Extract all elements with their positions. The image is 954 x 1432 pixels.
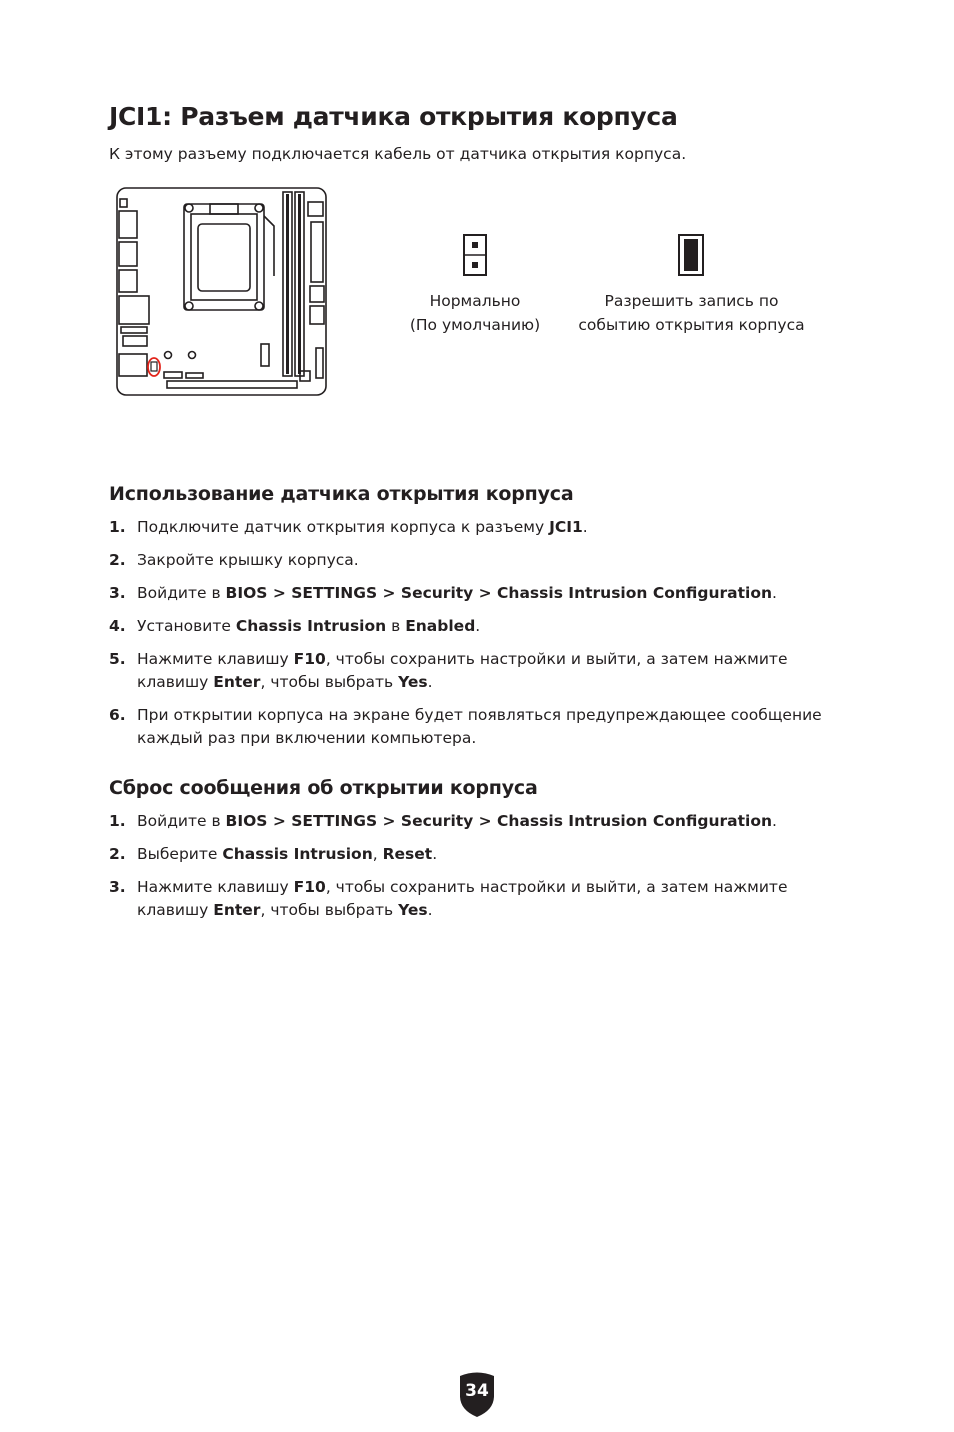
step-number: 2. — [109, 845, 126, 863]
step-text: Enabled — [405, 617, 476, 635]
step-number: 3. — [109, 584, 126, 602]
step-text: Enter — [213, 901, 261, 919]
list-item — [109, 582, 849, 605]
list-item — [109, 615, 849, 638]
step-text: . — [772, 584, 777, 602]
step-number: 5. — [109, 650, 126, 668]
motherboard-diagram — [114, 186, 330, 398]
step-text: . — [772, 812, 777, 830]
list-item — [109, 648, 849, 694]
list-item — [109, 549, 849, 572]
list-item — [109, 843, 849, 866]
step-text: . — [432, 845, 438, 863]
step-number: 6. — [109, 706, 126, 724]
step-text: Chassis Intrusion — [235, 617, 387, 635]
step-text: JCI1 — [549, 518, 583, 536]
step-text: Yes — [398, 901, 428, 919]
list-item — [109, 876, 849, 922]
list-item — [109, 810, 849, 833]
usage-steps-list — [109, 516, 849, 760]
step-text: , чтобы выбрать — [260, 673, 399, 691]
step-text: Chassis Intrusion — [222, 845, 373, 863]
step-text: в — [386, 617, 406, 635]
page-title: JCI1: Разъем датчика открытия корпуса — [109, 102, 678, 131]
step-text: , чтобы сохранить настройки и выйти, а затем нажмите клавишу — [137, 650, 788, 691]
step-text: F10 — [293, 878, 326, 896]
section-heading-usage: Использование датчика открытия корпуса — [109, 483, 574, 505]
step-text: . — [582, 518, 588, 536]
step-text: Подключите датчик открытия корпуса к разъему — [137, 518, 550, 536]
step-text: BIOS > SETTINGS > Security > Chassis Intrusion Configuration — [225, 584, 773, 602]
list-item — [109, 704, 849, 750]
step-text: . — [427, 901, 433, 919]
step-text: Войдите в — [137, 584, 226, 602]
step-text: BIOS > SETTINGS > Security > Chassis Intrusion Configuration — [225, 812, 773, 830]
step-text: Закройте крышку корпуса. — [137, 551, 359, 569]
step-text: Нажмите клавишу — [137, 650, 294, 668]
step-text: , — [372, 845, 383, 863]
step-text: Enter — [213, 673, 261, 691]
normal-caption: Нормально (По умолчанию) — [409, 292, 541, 334]
step-text: , чтобы сохранить настройки и выйти, а затем нажмите клавишу — [137, 878, 788, 919]
section-heading-reset: Сброс сообщения об открытии корпуса — [109, 777, 538, 799]
step-text: Установите — [137, 617, 236, 635]
step-text: , чтобы выбрать — [260, 901, 399, 919]
step-text: . — [475, 617, 481, 635]
page-number: 34 — [465, 1381, 489, 1401]
step-number: 1. — [109, 518, 126, 536]
step-number: 1. — [109, 812, 126, 830]
step-text: При открытии корпуса на экране будет появляться предупреждающее сообщение каждый раз при включении компьютера. — [137, 706, 822, 747]
step-number: 2. — [109, 551, 126, 569]
pin-normal-icon — [463, 234, 487, 276]
step-text: F10 — [293, 650, 326, 668]
step-text: . — [427, 673, 433, 691]
list-item — [109, 516, 849, 539]
step-number: 3. — [109, 878, 126, 896]
reset-steps-list — [109, 810, 849, 932]
step-text: Reset — [382, 845, 433, 863]
step-text: Войдите в — [137, 812, 226, 830]
step-text: Yes — [398, 673, 428, 691]
pin-enable-icon — [678, 234, 704, 276]
step-number: 4. — [109, 617, 126, 635]
step-text: Нажмите клавишу — [137, 878, 294, 896]
enable-caption: Разрешить запись по событию открытия корпуса — [578, 292, 805, 334]
intro-text: К этому разъему подключается кабель от датчика открытия корпуса. — [109, 145, 687, 163]
step-text: Выберите — [137, 845, 223, 863]
